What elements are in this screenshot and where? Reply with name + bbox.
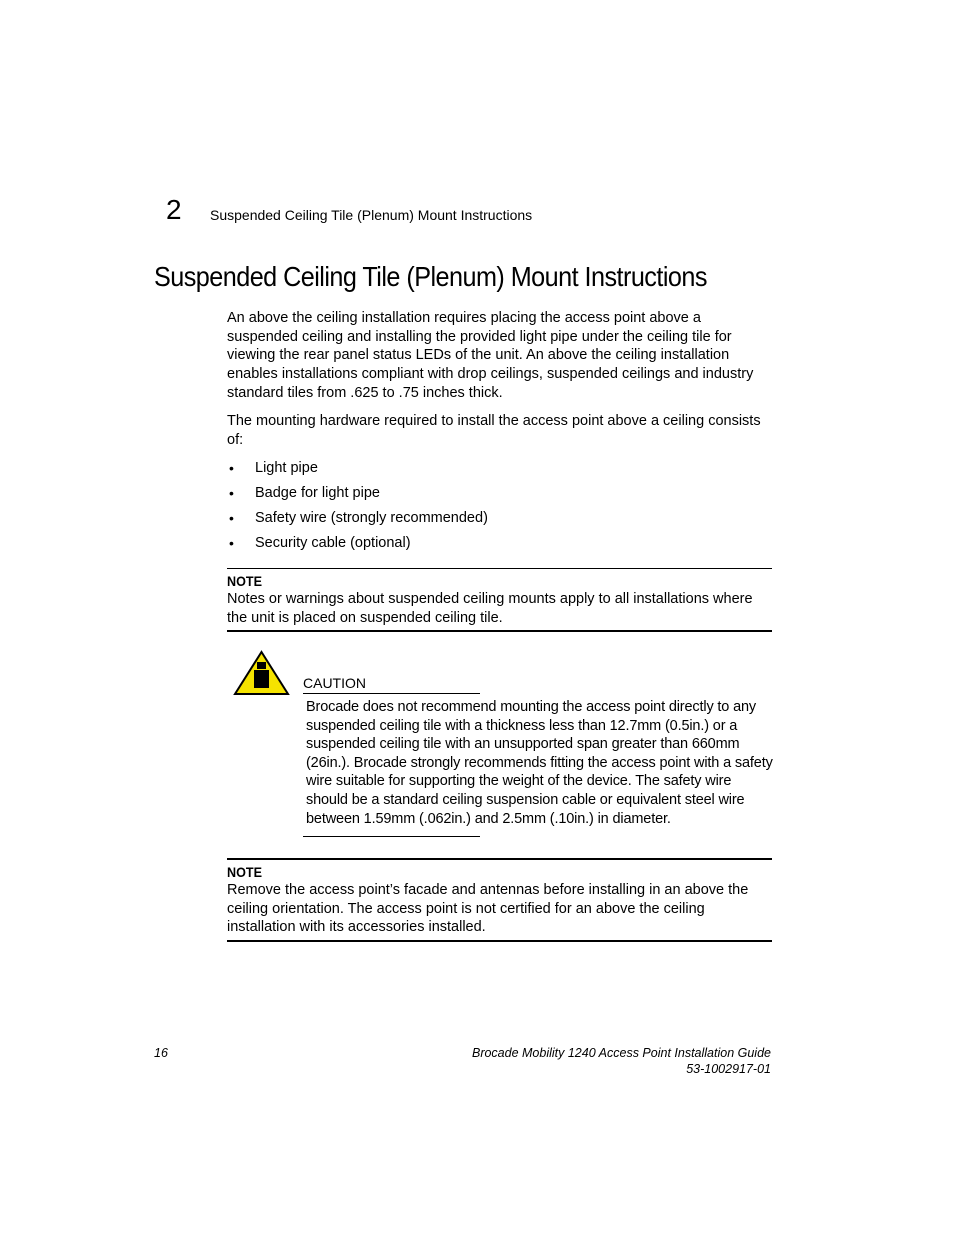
intro-paragraph <box>227 309 773 403</box>
caution-text: Brocade does not recommend mounting the access point directly to any suspended ceiling tile with a thickness less than 12.7mm (0.5in.) or a suspended ceiling tile with an unsupported span greater than 660mm (26in.). Brocade strongly recommends fitting the access point with a safety wire suitable for supporting the weight of the device. The safety wire should be a standard ceiling suspension cable or equivalent steel wire between 1.59mm (.062in.) and 2.5mm (.10in.) in diameter. <box>306 699 773 827</box>
footer-page-number: 16 <box>154 1046 168 1060</box>
hardware-paragraph-text: The mounting hardware required to install the access point above a ceiling consists of: <box>227 413 761 448</box>
list-item-text: Light pipe <box>255 460 318 476</box>
note-box <box>227 858 772 942</box>
footer-doc-number: 53-1002917-01 <box>686 1062 771 1076</box>
bullet-icon: • <box>229 535 234 551</box>
caution-divider-bottom <box>303 836 480 837</box>
intro-paragraph-text: An above the ceiling installation requires placing the access point above a suspended ceiling and installing the provided light pipe under the ceiling tile for viewing the rear panel status LEDs of the unit. An above the ceiling installation enables installations compliant with drop ceilings, suspended ceilings and industry standard tiles from .625 to .75 inches thick. <box>227 310 754 401</box>
running-header-title: Suspended Ceiling Tile (Plenum) Mount Instructions <box>210 207 533 223</box>
list-item-text: Safety wire (strongly recommended) <box>255 510 488 526</box>
note-label: NOTE <box>227 573 263 589</box>
list-item <box>227 482 488 507</box>
bullet-icon: • <box>229 510 234 526</box>
bullet-icon: • <box>229 485 234 501</box>
list-item-text: Security cable (optional) <box>255 535 411 551</box>
caution-label: CAUTION <box>303 675 366 691</box>
footer-guide-title: Brocade Mobility 1240 Access Point Installation Guide <box>471 1046 771 1060</box>
hardware-list <box>227 457 488 557</box>
caution-divider-top <box>303 693 480 694</box>
section-title: Suspended Ceiling Tile (Plenum) Mount Instructions <box>154 261 707 292</box>
note-label: NOTE <box>227 864 263 880</box>
note-box <box>227 568 772 632</box>
list-item <box>227 457 488 482</box>
list-item <box>227 532 488 557</box>
note-text: Notes or warnings about suspended ceiling mounts apply to all installations where the unit is placed on suspended ceiling tile. <box>227 591 753 626</box>
footer-document-info <box>472 1045 771 1077</box>
bullet-icon: • <box>229 460 234 476</box>
hardware-paragraph <box>227 412 773 449</box>
chapter-number: 2 <box>166 194 182 225</box>
list-item <box>227 507 488 532</box>
list-item-text: Badge for light pipe <box>255 485 380 501</box>
caution-warning-icon <box>233 650 290 696</box>
note-text: Remove the access point’s facade and antennas before installing in an above the ceiling orientation. The access point is not certified for an above the ceiling installation with its accessories installed. <box>227 882 749 935</box>
